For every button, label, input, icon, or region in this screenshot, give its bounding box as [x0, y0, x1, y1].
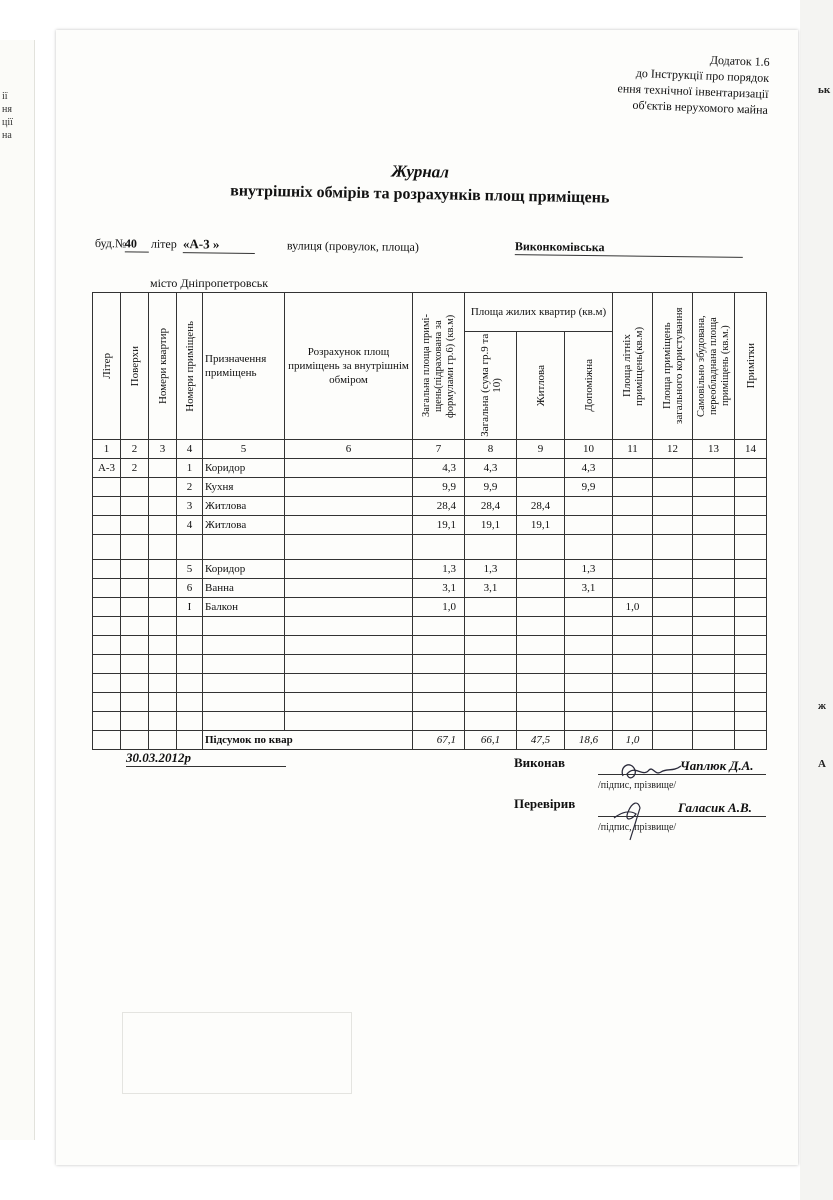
checked-label: Перевірив	[514, 796, 576, 811]
cell-empty	[177, 655, 203, 674]
header-living: Житлова	[517, 332, 565, 440]
cell-empty	[653, 674, 693, 693]
cell-empty	[285, 579, 413, 598]
cell-apt	[149, 516, 177, 535]
signature-checked	[608, 792, 658, 842]
cell-apt	[149, 478, 177, 497]
cell-empty	[121, 693, 149, 712]
adjacent-page-left	[0, 40, 35, 1140]
cell-living_total	[465, 598, 517, 617]
cell-empty	[177, 636, 203, 655]
cell-living	[517, 535, 565, 560]
cell-apt	[149, 560, 177, 579]
cell-liter	[93, 535, 121, 560]
cell-empty	[735, 579, 767, 598]
header-auxiliary: Допоміжна	[565, 332, 613, 440]
table-row-empty	[93, 655, 767, 674]
column-number: 13	[693, 440, 735, 459]
street-label: вулиця (провулок, площа)	[286, 238, 420, 254]
cell-empty	[653, 497, 693, 516]
table-row	[93, 579, 767, 598]
cell-empty	[613, 693, 653, 712]
cell-empty	[565, 636, 613, 655]
appendix-line: об'єктів нерухомого майна	[632, 97, 769, 117]
table-row	[93, 560, 767, 579]
cell-liter	[93, 497, 121, 516]
left-fragment: ції	[2, 117, 13, 128]
cell-total: 9,9	[413, 478, 465, 497]
summary-row	[93, 731, 767, 750]
street-value: Виконкомівська	[515, 239, 743, 258]
liter-label: літер	[150, 236, 177, 251]
cell-floor	[121, 478, 149, 497]
cell-empty	[285, 712, 413, 731]
cell-empty	[465, 636, 517, 655]
table-row	[93, 497, 767, 516]
cell-floor	[121, 598, 149, 617]
cell-empty	[203, 617, 285, 636]
cell-aux: 4,3	[565, 459, 613, 478]
cell-living	[517, 598, 565, 617]
cell-empty	[653, 579, 693, 598]
column-number: 10	[565, 440, 613, 459]
cell-empty	[653, 712, 693, 731]
cell-floor	[121, 516, 149, 535]
cell-empty	[177, 712, 203, 731]
cell-num: 5	[177, 560, 203, 579]
column-number: 6	[285, 440, 413, 459]
cell-aux	[565, 516, 613, 535]
cell-name: Кухня	[203, 478, 285, 497]
cell-empty	[613, 636, 653, 655]
cell-empty	[653, 459, 693, 478]
cell-empty	[735, 535, 767, 560]
column-number: 12	[653, 440, 693, 459]
cell-num: 2	[177, 478, 203, 497]
table-row	[93, 516, 767, 535]
cell-empty	[285, 535, 413, 560]
cell-empty	[203, 693, 285, 712]
cell-empty	[693, 655, 735, 674]
right-fragment: А	[818, 758, 826, 770]
cell-empty	[285, 598, 413, 617]
cell-total: 28,4	[413, 497, 465, 516]
column-number: 14	[735, 440, 767, 459]
table-row-empty	[93, 712, 767, 731]
left-fragment: на	[2, 130, 12, 141]
title-line-1: Журнал	[391, 161, 450, 182]
cell-name: Житлова	[203, 497, 285, 516]
left-fragment: ня	[2, 104, 12, 115]
cell-empty	[653, 560, 693, 579]
cell-total: 3,1	[413, 579, 465, 598]
cell-name: Житлова	[203, 516, 285, 535]
cell-empty	[735, 636, 767, 655]
cell-empty	[735, 674, 767, 693]
cell-summer: 1,0	[613, 598, 653, 617]
header-living-group: Площа жилих квартир (кв.м)	[465, 293, 613, 332]
cell-empty	[693, 674, 735, 693]
table-row	[93, 478, 767, 497]
cell-summer	[613, 560, 653, 579]
cell-empty	[735, 560, 767, 579]
cell-empty	[203, 674, 285, 693]
cell-empty	[693, 579, 735, 598]
cell-living_total: 9,9	[465, 478, 517, 497]
cell-total: 1,0	[413, 598, 465, 617]
cell-empty	[285, 560, 413, 579]
header-apt-numbers: Номери квартир	[149, 293, 177, 440]
cell-empty	[465, 617, 517, 636]
bud-label: буд.№	[94, 236, 127, 251]
cell-empty	[285, 674, 413, 693]
cell-living_total	[465, 535, 517, 560]
header-liter: Літер	[93, 293, 121, 440]
header-notes: Примітки	[735, 293, 767, 440]
cell-empty	[565, 693, 613, 712]
cell-empty	[517, 693, 565, 712]
cell-empty	[693, 636, 735, 655]
cell-empty	[565, 617, 613, 636]
cell-empty	[735, 478, 767, 497]
cell-living	[517, 478, 565, 497]
header-summer: Площа літніх приміщень(кв.м)	[613, 293, 653, 440]
cell-liter	[93, 516, 121, 535]
cell-living	[517, 579, 565, 598]
summary-living-total: 66,1	[465, 731, 517, 750]
cell-total: 1,3	[413, 560, 465, 579]
cell-empty	[653, 516, 693, 535]
table-row	[93, 459, 767, 478]
table-row	[93, 535, 767, 560]
cell-empty	[693, 535, 735, 560]
cell-empty	[653, 693, 693, 712]
column-number: 5	[203, 440, 285, 459]
cell-liter	[93, 560, 121, 579]
checked-caption: /підпис, прізвище/	[598, 822, 677, 833]
cell-liter	[93, 598, 121, 617]
cell-living: 19,1	[517, 516, 565, 535]
cell-summer	[613, 516, 653, 535]
cell-empty	[735, 459, 767, 478]
cell-apt	[149, 598, 177, 617]
cell-empty	[93, 636, 121, 655]
appendix-line: ення технічної інвентаризації	[617, 81, 769, 101]
cell-empty	[93, 712, 121, 731]
summary-living: 47,5	[517, 731, 565, 750]
cell-empty	[285, 459, 413, 478]
table-row	[93, 598, 767, 617]
cell-living_total: 3,1	[465, 579, 517, 598]
cell-num: 1	[177, 459, 203, 478]
cell-empty	[693, 693, 735, 712]
adjacent-page-right	[800, 0, 833, 1200]
right-fragment: ж	[818, 700, 826, 712]
cell-total: 4,3	[413, 459, 465, 478]
executed-name: Чаплюк Д.А.	[680, 758, 754, 773]
executed-caption: /підпис, прізвище/	[598, 780, 677, 791]
cell-num: 3	[177, 497, 203, 516]
cell-empty	[285, 655, 413, 674]
cell-empty	[121, 636, 149, 655]
cell-aux: 9,9	[565, 478, 613, 497]
cell-empty	[653, 636, 693, 655]
header-common: Площа приміщень загального користування	[653, 293, 693, 440]
cell-empty	[149, 712, 177, 731]
city-label: місто Дніпропетровськ	[150, 276, 269, 290]
column-number: 4	[177, 440, 203, 459]
cell-empty	[653, 478, 693, 497]
checked-name: Галасик А.В.	[678, 800, 752, 815]
cell-empty	[693, 497, 735, 516]
column-number: 2	[121, 440, 149, 459]
column-number: 7	[413, 440, 465, 459]
column-number-row	[93, 440, 767, 459]
cell-empty	[613, 712, 653, 731]
cell-empty	[285, 478, 413, 497]
cell-empty	[693, 598, 735, 617]
appendix-line: до Інструкції про порядок	[635, 65, 770, 85]
cell-empty	[413, 712, 465, 731]
bud-value: 40	[125, 236, 149, 252]
cell-living: 28,4	[517, 497, 565, 516]
cell-empty	[565, 674, 613, 693]
cell-empty	[653, 617, 693, 636]
cell-total: 19,1	[413, 516, 465, 535]
cell-empty	[121, 712, 149, 731]
cell-empty	[203, 636, 285, 655]
cell-liter: А-3	[93, 459, 121, 478]
cell-apt	[149, 579, 177, 598]
cell-summer	[613, 459, 653, 478]
table-row-empty	[93, 617, 767, 636]
cell-empty	[693, 617, 735, 636]
cell-empty	[285, 636, 413, 655]
cell-floor	[121, 497, 149, 516]
cell-living	[517, 459, 565, 478]
document-date: 30.03.2012р	[126, 750, 286, 767]
cell-empty	[693, 560, 735, 579]
cell-empty	[149, 655, 177, 674]
title-line-2: внутрішніх обмірів та розрахунків площ приміщень	[229, 182, 610, 207]
cell-empty	[149, 674, 177, 693]
liter-value: «А-3 »	[183, 236, 255, 254]
cell-empty	[517, 617, 565, 636]
column-number: 11	[613, 440, 653, 459]
cell-empty	[735, 693, 767, 712]
cell-empty	[413, 655, 465, 674]
cell-summer	[613, 535, 653, 560]
cell-empty	[653, 655, 693, 674]
header-total-area: Загальна площа примі-щень(підрахована за формулами гр.6) (кв.м)	[413, 293, 465, 440]
summary-label: Підсумок по квар	[203, 731, 413, 750]
cell-empty	[93, 693, 121, 712]
cell-living_total: 19,1	[465, 516, 517, 535]
summary-total: 67,1	[413, 731, 465, 750]
cell-empty	[693, 459, 735, 478]
cell-empty	[413, 617, 465, 636]
cell-aux: 3,1	[565, 579, 613, 598]
cell-floor	[121, 535, 149, 560]
cell-aux	[565, 598, 613, 617]
cell-empty	[93, 655, 121, 674]
cell-living_total: 1,3	[465, 560, 517, 579]
appendix-line: Додаток 1.6	[709, 52, 770, 69]
cell-empty	[149, 617, 177, 636]
cell-empty	[517, 712, 565, 731]
cell-empty	[177, 674, 203, 693]
cell-empty	[613, 674, 653, 693]
summary-summer: 1,0	[613, 731, 653, 750]
column-number: 1	[93, 440, 121, 459]
cell-empty	[693, 712, 735, 731]
cell-empty	[285, 693, 413, 712]
signature-executed	[615, 756, 685, 790]
cell-empty	[735, 617, 767, 636]
header-row	[93, 293, 767, 332]
cell-num: I	[177, 598, 203, 617]
header-calculation: Розрахунок площ приміщень за внутрішнім обміром	[285, 293, 413, 440]
cell-empty	[465, 674, 517, 693]
summary-aux: 18,6	[565, 731, 613, 750]
header-living-total: Загальна (сума гр.9 та 10)	[465, 332, 517, 440]
appendix-note	[558, 46, 770, 118]
cell-empty	[465, 693, 517, 712]
column-number: 9	[517, 440, 565, 459]
cell-name: Коридор	[203, 459, 285, 478]
cell-empty	[613, 655, 653, 674]
cell-empty	[735, 655, 767, 674]
cell-empty	[465, 655, 517, 674]
cell-empty	[285, 516, 413, 535]
cell-aux: 1,3	[565, 560, 613, 579]
cell-empty	[613, 617, 653, 636]
cell-living_total: 4,3	[465, 459, 517, 478]
cell-liter	[93, 579, 121, 598]
cell-living_total: 28,4	[465, 497, 517, 516]
cell-name: Коридор	[203, 560, 285, 579]
executed-label: Виконав	[514, 755, 565, 770]
table-row-empty	[93, 636, 767, 655]
cell-num: 4	[177, 516, 203, 535]
cell-empty	[735, 598, 767, 617]
header-self-built: Самовільно збудована, переобладнана площа приміщень (кв.м.)	[693, 293, 735, 440]
cell-empty	[177, 617, 203, 636]
left-fragment: ії	[2, 91, 8, 102]
cell-empty	[413, 636, 465, 655]
cell-empty	[517, 674, 565, 693]
cell-apt	[149, 459, 177, 478]
cell-empty	[149, 636, 177, 655]
cell-empty	[735, 516, 767, 535]
cell-floor	[121, 579, 149, 598]
cell-floor: 2	[121, 459, 149, 478]
cell-empty	[653, 535, 693, 560]
cell-empty	[413, 674, 465, 693]
cell-empty	[121, 617, 149, 636]
cell-summer	[613, 478, 653, 497]
cell-liter	[93, 478, 121, 497]
right-fragment: ьк	[818, 84, 831, 96]
cell-empty	[565, 712, 613, 731]
cell-floor	[121, 560, 149, 579]
cell-empty	[413, 693, 465, 712]
cell-empty	[149, 693, 177, 712]
cell-apt	[149, 535, 177, 560]
cell-name: Балкон	[203, 598, 285, 617]
cell-empty	[121, 655, 149, 674]
cell-empty	[517, 636, 565, 655]
header-purpose: Призначення приміщень	[203, 293, 285, 440]
header-floors: Поверхи	[121, 293, 149, 440]
table-row-empty	[93, 674, 767, 693]
cell-empty	[121, 674, 149, 693]
cell-apt	[149, 497, 177, 516]
cell-empty	[693, 478, 735, 497]
cell-empty	[203, 655, 285, 674]
cell-empty	[517, 655, 565, 674]
column-number: 8	[465, 440, 517, 459]
cell-num	[177, 535, 203, 560]
cell-empty	[693, 516, 735, 535]
cell-empty	[285, 617, 413, 636]
cell-empty	[177, 693, 203, 712]
cell-total	[413, 535, 465, 560]
cell-empty	[93, 617, 121, 636]
cell-empty	[653, 598, 693, 617]
cell-summer	[613, 497, 653, 516]
faded-stamp	[122, 1012, 352, 1094]
cell-empty	[465, 712, 517, 731]
cell-empty	[735, 712, 767, 731]
cell-empty	[735, 497, 767, 516]
cell-num: 6	[177, 579, 203, 598]
column-number: 3	[149, 440, 177, 459]
cell-name: Ванна	[203, 579, 285, 598]
cell-empty	[565, 655, 613, 674]
table-row-empty	[93, 693, 767, 712]
cell-empty	[285, 497, 413, 516]
cell-empty	[203, 712, 285, 731]
cell-living	[517, 560, 565, 579]
measurement-table	[92, 292, 767, 750]
header-room-numbers: Номери приміщень	[177, 293, 203, 440]
cell-aux	[565, 497, 613, 516]
cell-name	[203, 535, 285, 560]
cell-aux	[565, 535, 613, 560]
cell-empty	[93, 674, 121, 693]
cell-summer	[613, 579, 653, 598]
